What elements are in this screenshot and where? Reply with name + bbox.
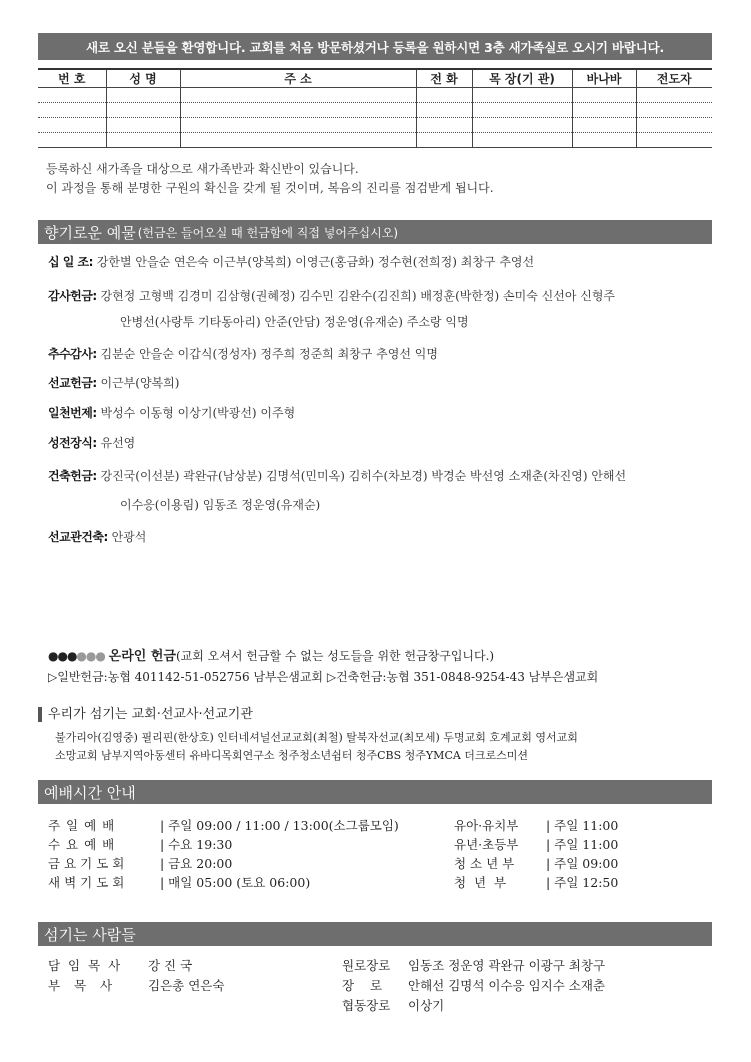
- list-item: 주 일 예 배 | 주일 09:00 / 11:00 / 13:00(소그룹모임): [48, 818, 399, 833]
- note-line-1: 등록하신 새가족을 대상으로 새가족반과 확신반이 있습니다.: [46, 162, 359, 176]
- offering-row-harvest: 추수감사: 김분순 안을순 이갑식(정성자) 정주희 정준희 최창구 추영선 익명: [48, 347, 438, 361]
- col-group: 목 장(기 관): [472, 69, 572, 88]
- offering-row-building: 건축헌금: 강진국(이선분) 곽완규(남상분) 김명석(민미옥) 김히수(차보경) 박경순 박선영 소재춘(차진영) 안해선: [48, 469, 627, 483]
- worship-right-list: [454, 816, 618, 892]
- list-item: 수 요 예 배 | 수요 19:30: [48, 837, 233, 852]
- offering-section-header: [38, 220, 712, 244]
- people-title: 섬기는 사람들: [44, 925, 136, 944]
- table-row[interactable]: [38, 103, 712, 118]
- worship-title: 예배시간 안내: [44, 783, 136, 802]
- offering-row-mission-building: 선교관건축: 안광석: [48, 530, 147, 544]
- offering-row-decoration: 성전장식: 유선영: [48, 436, 136, 450]
- table-row[interactable]: [38, 88, 712, 103]
- col-barnabas: 바나바: [572, 69, 636, 88]
- list-item: 원로장로 임동조 정운영 곽완규 이광구 최창구: [342, 958, 606, 973]
- table-header-row: [38, 69, 712, 88]
- list-item: 청 소 년 부 | 주일 09:00: [454, 856, 619, 871]
- table-row[interactable]: [38, 133, 712, 148]
- list-item: 유아·유치부 | 주일 11:00: [454, 818, 619, 833]
- list-item: 부 목 사 김은총 연은숙: [48, 978, 225, 993]
- dots-icon: ●●●●●●: [48, 649, 105, 663]
- list-item: 금요기도회 | 금요 20:00: [48, 856, 233, 871]
- online-offering: [48, 646, 494, 667]
- welcome-banner: 새로 오신 분들을 환영합니다. 교회를 처음 방문하셨거나 등록을 원하시면 3층 새가족실로 오시기 바랍니다.: [38, 33, 712, 60]
- list-item: 장 로 안해선 김명석 이수응 임지수 소재춘: [342, 978, 606, 993]
- offering-row-mission: 선교헌금: 이근부(양복희): [48, 376, 180, 390]
- list-item: 담 임 목 사 강 진 국: [48, 958, 193, 973]
- list-item: 협동장로 이상기: [342, 998, 445, 1013]
- list-item: 새벽기도회 | 매일 05:00 (토요 06:00): [48, 875, 311, 890]
- col-evangelist: 전도자: [636, 69, 712, 88]
- col-name: 성 명: [106, 69, 180, 88]
- support-line-1: 불가리아(김영중) 필리핀(한상호) 인터네셔널선교교회(최철) 탈북자선교(최모세) 두명교회 호계교회 영서교회: [55, 731, 578, 744]
- worship-section-header: [38, 780, 712, 804]
- offering-row-building-cont: 이수응(이용림) 임동조 정운영(유재순): [120, 498, 321, 512]
- list-item: 유년·초등부 | 주일 11:00: [454, 837, 619, 852]
- online-desc: (교회 오셔서 헌금할 수 없는 성도들을 위한 헌금창구입니다.): [176, 649, 495, 663]
- people-right-list: [342, 956, 605, 1016]
- online-title: 온라인 헌금: [108, 649, 176, 664]
- offering-title: 향기로운 예물: [44, 223, 136, 242]
- col-number: 번 호: [38, 69, 106, 88]
- offering-row-tithe: 십 일 조: 강한별 안을순 연은숙 이근부(양복희) 이영근(홍금화) 정수현(전희정) 최창구 추영선: [48, 255, 535, 269]
- note-line-2: 이 과정을 통해 분명한 구원의 확신을 갖게 될 것이며, 복음의 진리를 점검받게 됩니다.: [46, 181, 494, 195]
- offering-row-thanks-cont: 안병선(사랑투 기타동아리) 안준(안담) 정운영(유재순) 주소랑 익명: [120, 315, 469, 329]
- offering-row-thanks: 감사헌금: 강현정 고형백 김경미 김삼형(권혜정) 김수민 김완수(김진희) 배정훈(박한정) 손미숙 신선아 신형주: [48, 289, 616, 303]
- support-title: 우리가 섬기는 교회·선교사·선교기관: [38, 707, 253, 722]
- offering-row-thousand: 일천번제: 박성수 이동형 이상기(박광선) 이주형: [48, 406, 296, 420]
- worship-left-list: [48, 816, 399, 892]
- registration-note: [46, 160, 494, 198]
- people-left-list: [48, 956, 224, 996]
- table-row[interactable]: [38, 118, 712, 133]
- registration-table: [38, 68, 712, 148]
- list-item: 청 년 부 | 주일 12:50: [454, 875, 619, 890]
- people-section-header: [38, 922, 712, 946]
- col-address: 주 소: [180, 69, 416, 88]
- col-phone: 전 화: [416, 69, 472, 88]
- support-line-2: 소망교회 남부지역아동센터 유바디목회연구소 청주청소년쉼터 청주CBS 청주YMCA 더크로스미션: [55, 749, 529, 762]
- bank-accounts: ▷일반헌금:농협 401142-51-052756 남부은샘교회 ▷건축헌금:농협 351-0848-9254-43 남부은샘교회: [48, 670, 599, 684]
- offering-subtitle: (헌금은 들어오실 때 헌금함에 직접 넣어주십시오): [137, 225, 398, 240]
